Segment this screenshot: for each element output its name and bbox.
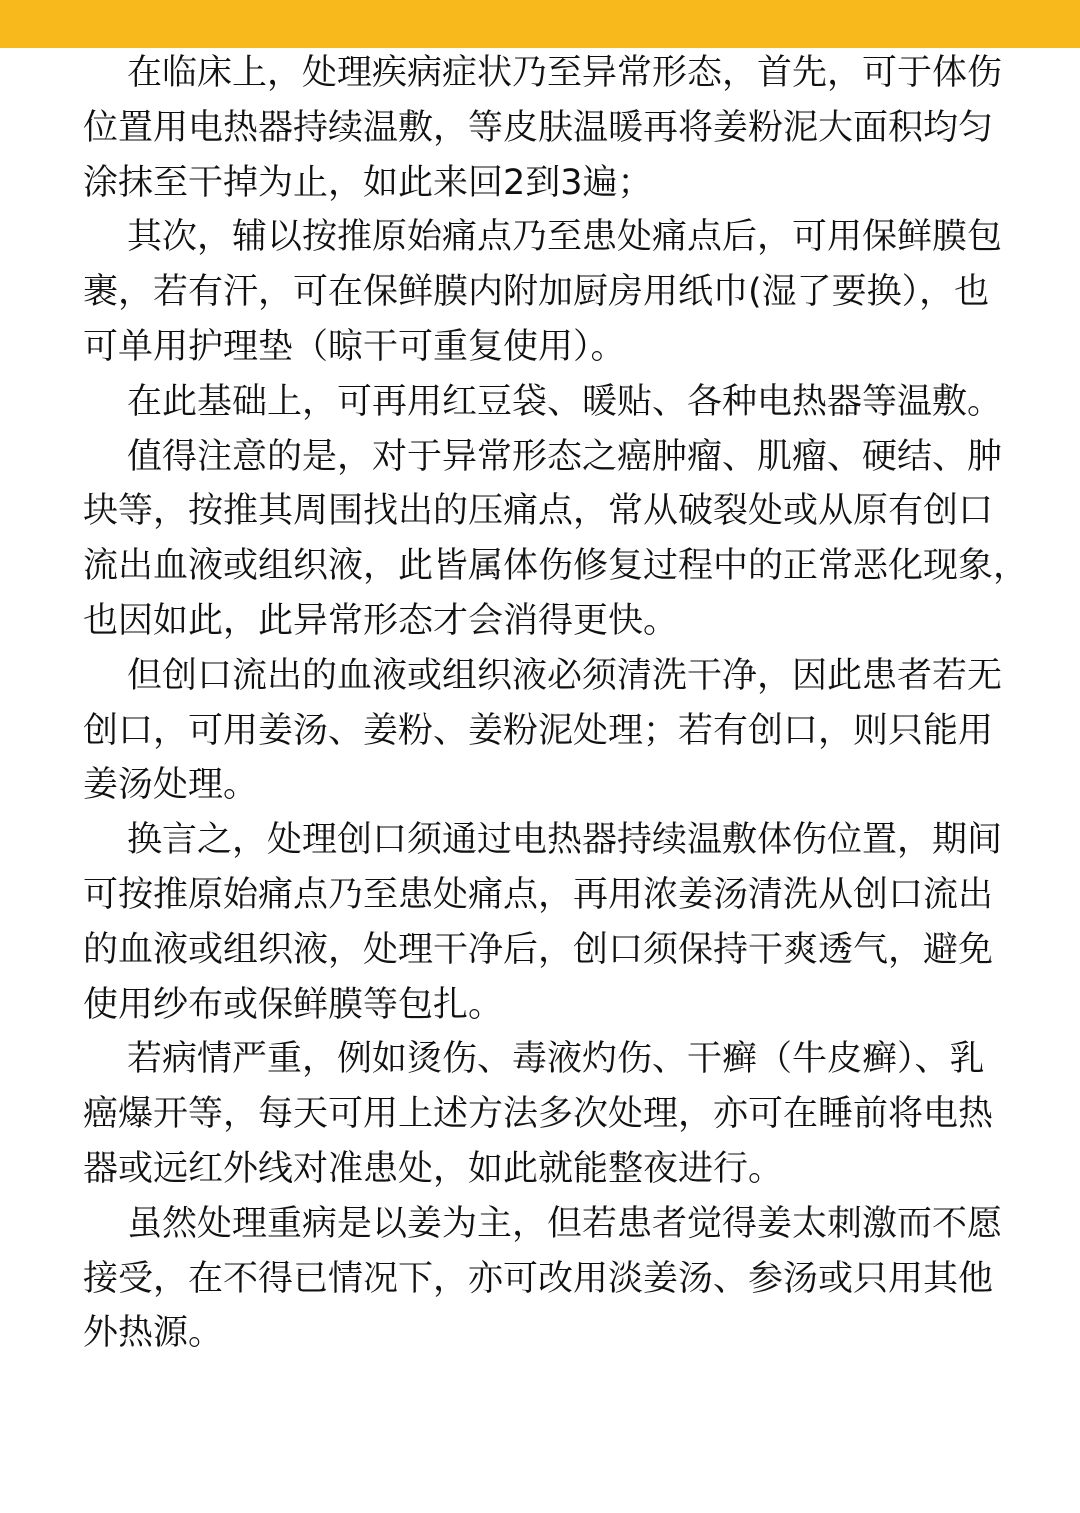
top-accent-bar [0, 0, 1080, 48]
text-line: 也因如此，此异常形态才会消得更快。 [83, 600, 679, 641]
text-line: 可单用护理垫（晾干可重复使用）。 [83, 326, 626, 367]
text-line: 癌爆开等，每天可用上述方法多次处理，亦可在睡前将电热 [83, 1094, 994, 1135]
text-line: 值得注意的是，对于异常形态之癌肿瘤、肌瘤、硬结、肿 [127, 436, 1003, 477]
article-body [83, 46, 1029, 1361]
text-line: 的血液或组织液，处理干净后，创口须保持干爽透气，避免 [83, 929, 994, 970]
text-line: 可按推原始痛点乃至患处痛点，再用浓姜汤清洗从创口流出 [83, 874, 994, 915]
text-line: 但创口流出的血液或组织液必须清洗干净，因此患者若无 [127, 655, 1003, 696]
paragraph [83, 649, 1013, 813]
paragraph [83, 46, 1013, 210]
text-line: 若病情严重，例如烫伤、毒液灼伤、干癣（牛皮癣）、乳 [127, 1039, 985, 1080]
text-line: 接受，在不得已情况下，亦可改用淡姜汤、参汤或只用其他 [83, 1258, 994, 1299]
text-line: 位置用电热器持续温敷，等皮肤温暖再将姜粉泥大面积均匀 [83, 107, 994, 148]
text-line: 外热源。 [83, 1313, 224, 1354]
text-line: 虽然处理重病是以姜为主，但若患者觉得姜太刺激而不愿 [127, 1203, 1003, 1244]
paragraph [83, 210, 1013, 374]
text-line: 使用纱布或保鲜膜等包扎。 [83, 984, 504, 1025]
text-line: 裹，若有汗，可在保鲜膜内附加厨房用纸巾(湿了要换），也 [83, 272, 990, 313]
paragraph [83, 1032, 1013, 1196]
text-line: 其次，辅以按推原始痛点乃至患处痛点后，可用保鲜膜包 [127, 217, 1003, 258]
text-line: 换言之，处理创口须通过电热器持续温敷体伤位置，期间 [127, 820, 1003, 861]
text-line: 姜汤处理。 [83, 765, 259, 806]
text-line: 涂抹至干掉为止，如此来回2到3遍； [83, 162, 653, 203]
text-line: 块等，按推其周围找出的压痛点，常从破裂处或从原有创口 [83, 491, 994, 532]
paragraph [83, 430, 1029, 649]
text-line: 在此基础上，可再用红豆袋、暖贴、各种电热器等温敷。 [127, 381, 1003, 422]
text-line: 创口，可用姜汤、姜粉、姜粉泥处理；若有创口，则只能用 [83, 710, 994, 751]
text-line: 在临床上，处理疾病症状乃至异常形态，首先，可于体伤 [127, 53, 1003, 93]
text-line: 器或远红外线对准患处，如此就能整夜进行。 [83, 1148, 784, 1189]
paragraph [83, 813, 1013, 1032]
paragraph [83, 1197, 1013, 1361]
text-line: 流出血液或组织液，此皆属体伤修复过程中的正常恶化现象， [83, 546, 1029, 587]
paragraph [83, 375, 1013, 430]
